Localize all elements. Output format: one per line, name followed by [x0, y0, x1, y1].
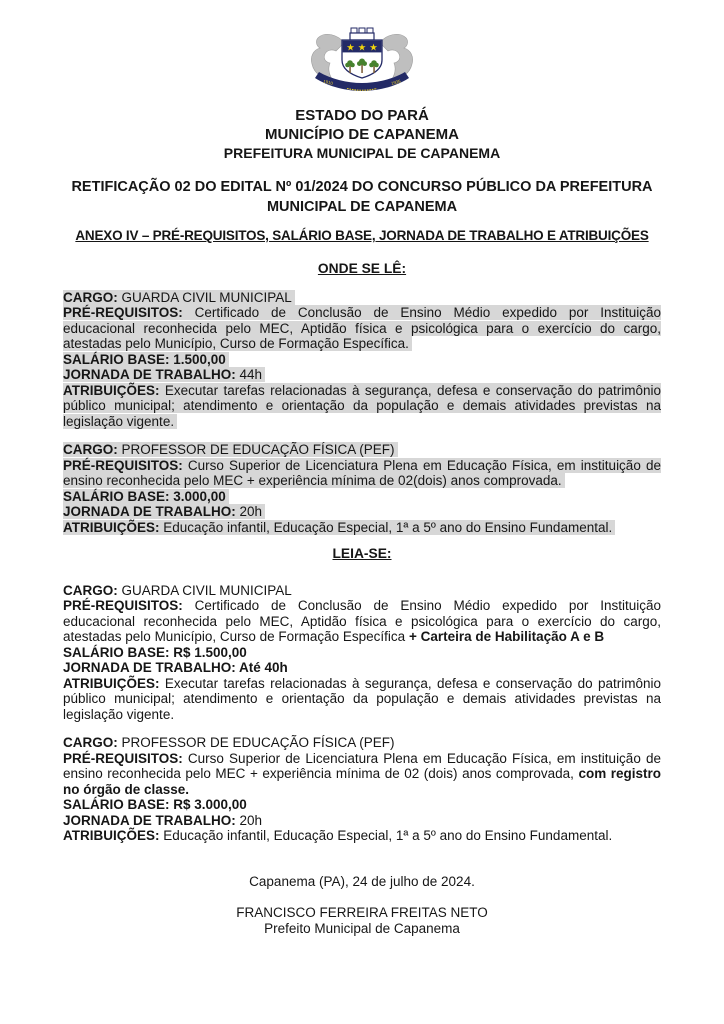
cargo-line [63, 442, 661, 458]
municipal-coat-of-arms [298, 27, 426, 95]
crest-shield [342, 40, 382, 78]
line-text: SALÁRIO BASE: 3.000,00 [63, 489, 229, 504]
salario-base-line [63, 489, 661, 505]
jornada-line [63, 504, 661, 520]
salario-base-line [63, 645, 661, 661]
jornada-line [63, 813, 661, 829]
atribuicoes-paragraph [63, 520, 661, 536]
line-text: ATRIBUIÇÕES: Executar tarefas relacionadas à segurança, defesa e conservação do patrimônio público municipal; atendimento e orientação da população e demais atividades previstas na legislação vigente. [63, 382, 661, 429]
line-text: PRÉ-REQUISITOS: Curso Superior de Licenciatura Plena em Educação Física, em instituição de ensino reconhecida pelo MEC + experiência mínima de 02 (dois) anos comprovada, com registro no órgão de classe. [63, 750, 661, 797]
section-leia-se [63, 546, 661, 844]
line-text: ATRIBUIÇÕES: Educação infantil, Educação Especial, 1ª a 5º ano do Ensino Fundamental. [63, 520, 615, 535]
crest-year-left: 1910 [322, 78, 334, 86]
line-text: PRÉ-REQUISITOS: Curso Superior de Licenciatura Plena em Educação Física, em instituição de ensino reconhecida pelo MEC + experiência mínima de 02(dois) anos comprovada. [63, 457, 661, 488]
line-text: SALÁRIO BASE: R$ 3.000,00 [63, 797, 247, 812]
section-onde-se-le [63, 261, 661, 535]
pre-requisitos-paragraph [63, 751, 661, 798]
atribuicoes-paragraph [63, 828, 661, 844]
cargo-block [63, 583, 661, 723]
crest-crown-icon [350, 28, 374, 40]
pre-requisitos-paragraph [63, 458, 661, 489]
document-body [0, 106, 724, 936]
pre-requisitos-paragraph [63, 305, 661, 352]
cargo-block [63, 735, 661, 844]
org-header [63, 106, 661, 163]
org-prefecture-line: PREFEITURA MUNICIPAL DE CAPANEMA [223, 145, 501, 161]
section-heading-leia-se: LEIA-SE: [332, 546, 392, 561]
document-title: RETIFICAÇÃO 02 DO EDITAL Nº 01/2024 DO CONCURSO PÚBLICO DA PREFEITURA MUNICIPAL DE CAPANEMA [71, 179, 653, 215]
line-text: PRÉ-REQUISITOS: Certificado de Conclusão de Ensino Médio expedido por Instituição educacional reconhecida pelo MEC, Aptidão física e psicológica para o exercício do cargo, atestadas pelo Município, Curso de Formação Específica + Carteira de Habilitação A e B [63, 598, 661, 644]
line-text: JORNADA DE TRABALHO: 20h [63, 504, 265, 519]
jornada-line [63, 660, 661, 676]
org-state-line: ESTADO DO PARÁ [295, 107, 429, 124]
line-text: SALÁRIO BASE: R$ 1.500,00 [63, 644, 247, 660]
crest-supporter-left [311, 34, 344, 79]
crest-year-right: 1935 [390, 78, 402, 86]
section-blocks [63, 290, 661, 536]
atribuicoes-paragraph [63, 676, 661, 723]
cargo-block [63, 442, 661, 535]
line-text: SALÁRIO BASE: 1.500,00 [63, 352, 229, 367]
cargo-block [63, 290, 661, 430]
dateline: Capanema (PA), 24 de julho de 2024. [249, 873, 475, 889]
line-text: JORNADA DE TRABALHO: 20h [63, 812, 263, 828]
pre-requisitos-paragraph [63, 598, 661, 645]
org-municipality-line: MUNICÍPIO DE CAPANEMA [265, 126, 459, 143]
salario-base-line [63, 352, 661, 368]
line-text: CARGO: PROFESSOR DE EDUCAÇÃO FÍSICA (PEF) [63, 442, 398, 457]
section-heading-onde-se-le: ONDE SE LÊ: [317, 261, 407, 276]
line-text: CARGO: GUARDA CIVIL MUNICIPAL [63, 582, 292, 598]
cargo-line [63, 735, 661, 751]
line-text: JORNADA DE TRABALHO: 44h [63, 367, 265, 382]
line-text: ATRIBUIÇÕES: Educação infantil, Educação Especial, 1ª a 5º ano do Ensino Fundamental. [63, 828, 613, 843]
star-icon: ★ [369, 42, 378, 54]
signature-name: FRANCISCO FERREIRA FREITAS NETO [236, 905, 488, 920]
document-footer [63, 874, 661, 937]
section-blocks [63, 583, 661, 844]
star-icon: ★ [346, 42, 355, 54]
star-icon: ★ [357, 42, 367, 54]
line-text: CARGO: PROFESSOR DE EDUCAÇÃO FÍSICA (PEF) [63, 735, 395, 750]
signature-role: Prefeito Municipal de Capanema [264, 920, 460, 936]
crest-supporter-right [380, 34, 413, 79]
line-text: JORNADA DE TRABALHO: Até 40h [63, 660, 288, 675]
cargo-line [63, 290, 661, 306]
cargo-line [63, 583, 661, 599]
line-text: ATRIBUIÇÕES: Executar tarefas relacionadas à segurança, defesa e conservação do patrimônio público municipal; atendimento e orientação da população e demais atividades previstas na legislação vigente. [63, 675, 661, 722]
line-text: PRÉ-REQUISITOS: Certificado de Conclusão de Ensino Médio expedido por Instituição educacional reconhecida pelo MEC, Aptidão física e psicológica para o exercício do cargo, atestadas pelo Município, Curso de Formação Específica. [63, 305, 661, 351]
atribuicoes-paragraph [63, 383, 661, 430]
salario-base-line [63, 797, 661, 813]
annex-heading: ANEXO IV – PRÉ-REQUISITOS, SALÁRIO BASE, JORNADA DE TRABALHO E ATRIBUIÇÕES [75, 228, 649, 243]
line-text: CARGO: GUARDA CIVIL MUNICIPAL [63, 290, 295, 305]
jornada-line [63, 367, 661, 383]
